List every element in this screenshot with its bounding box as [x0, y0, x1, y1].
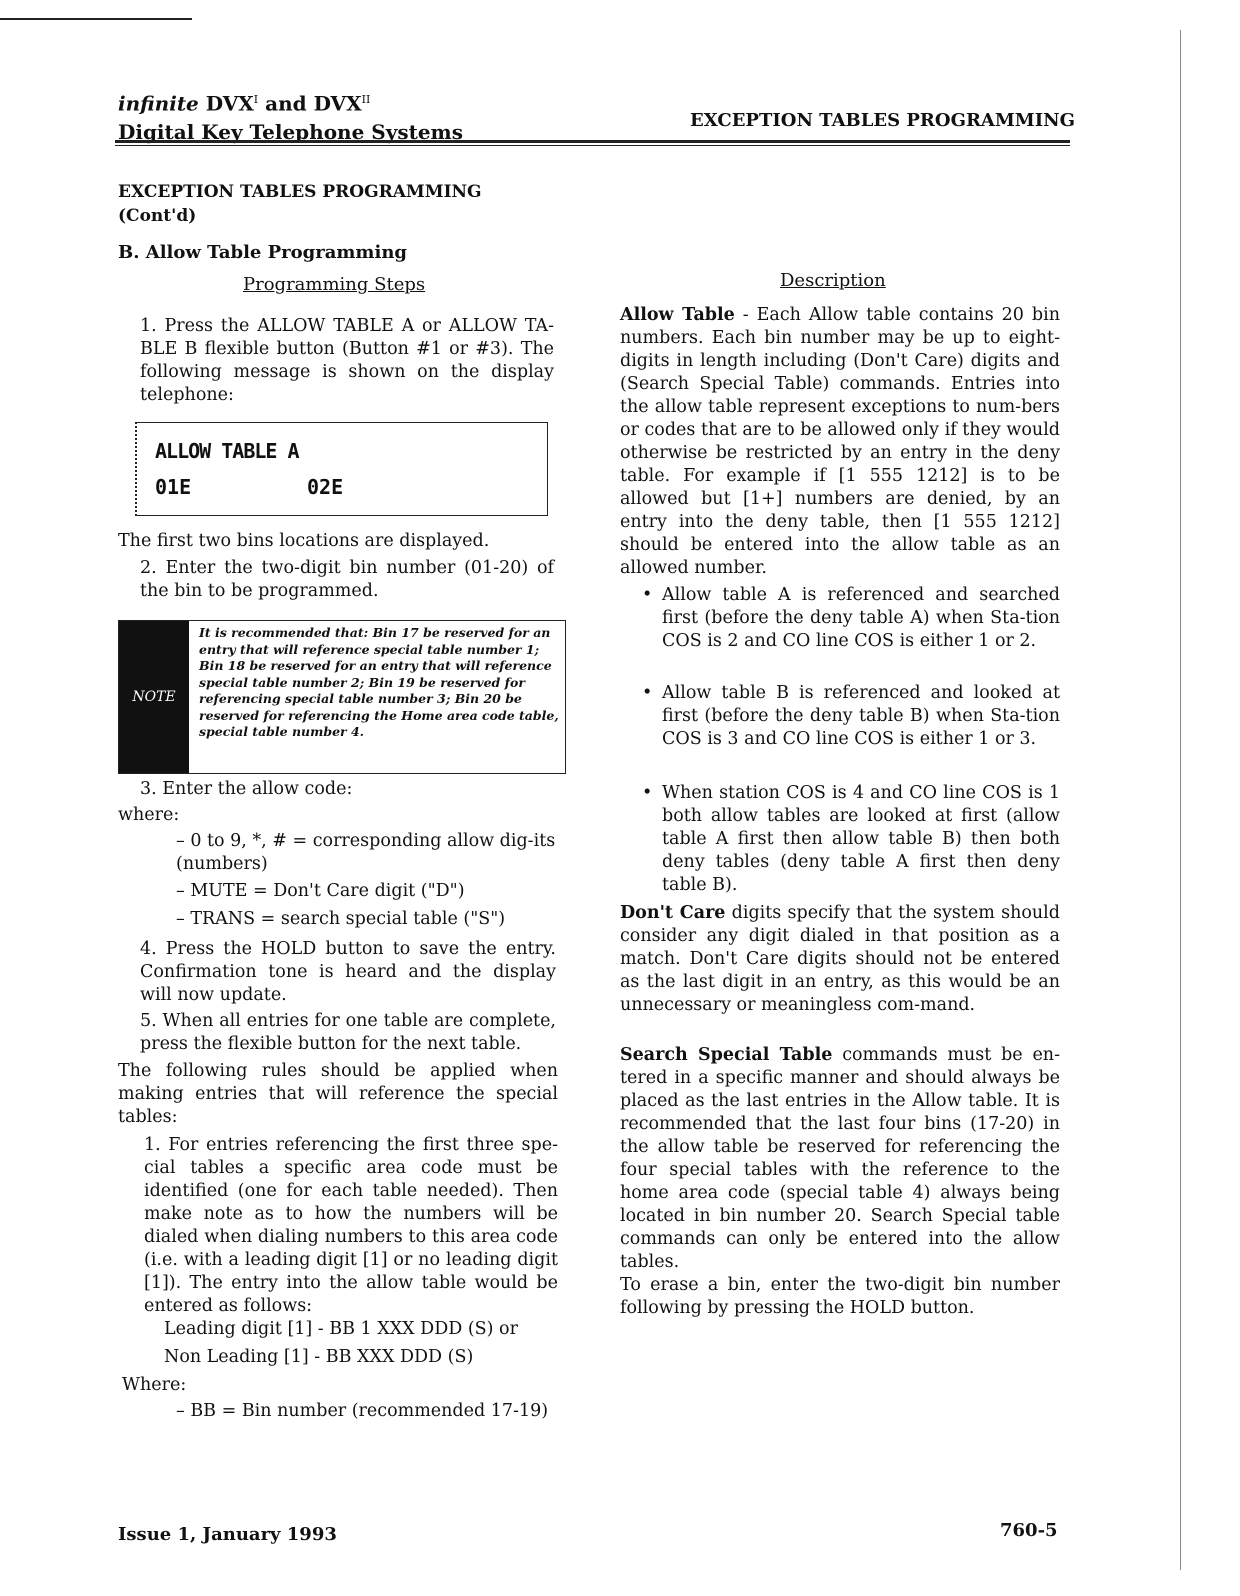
- note-box: [118, 620, 566, 774]
- footer-page-number: 760-5: [1000, 1520, 1058, 1541]
- code-item-digits: – 0 to 9, *, # = corresponding allow dig-its (numbers): [176, 831, 556, 874]
- step-1: 1. Press the ALLOW TABLE A or ALLOW TA-BLE B flexible button (Button #1 or #3). The following message is shown on the display telephone:: [140, 316, 554, 405]
- subsection-title: B. Allow Table Programming: [118, 242, 407, 263]
- brand-name: infinite: [118, 91, 199, 116]
- code-item-trans: – TRANS = search special table ("S"): [176, 909, 506, 929]
- running-header-left: infinite $DVX^I$ and $DVX^{II}$ Digital Key Telephone Systems: [118, 91, 463, 144]
- after-display-text: The first two bins locations are displayed.: [118, 531, 490, 551]
- display-line-1: ALLOW TABLE A: [155, 439, 299, 463]
- where-label: where:: [118, 805, 180, 825]
- bullet-2: • Allow table B is referenced and looked at first (before the deny table B) when Sta-tion COS is 3 and CO line COS is either 1 or 3.: [642, 683, 1060, 749]
- description-heading: Description: [780, 270, 886, 291]
- dont-care-term: Don't Care: [620, 903, 726, 923]
- binding-edge: [1180, 30, 1181, 1570]
- top-rule: [0, 18, 192, 20]
- rules-intro: The following rules should be applied when making entries that will reference the special tables:: [118, 1061, 558, 1127]
- footer-issue: Issue 1, January 1993: [118, 1524, 337, 1545]
- note-label: NOTE: [119, 621, 189, 773]
- bb-definition: – BB = Bin number (recommended 17-19): [176, 1401, 549, 1421]
- allow-table-description: Allow Table - Each Allow table contains 20 bin numbers. Each bin number may be up to eight-digits in length including (Don't Care) digits and (Search Special Table) commands. Entries into the allow table represent exceptions to num-bers or codes that are to be allowed only if they would otherwise be restricted by an entry in the deny table. For example if [1 555 1212] is to be allowed but [1+] numbers are denied, by an entry into the deny table, then [1 555 1212] should be entered into the allow table as an allowed number.: [620, 305, 1060, 578]
- programming-steps-heading: Programming Steps: [243, 274, 426, 295]
- section-title: EXCEPTION TABLES PROGRAMMING (Cont'd): [118, 182, 482, 226]
- step-3: 3. Enter the allow code:: [140, 779, 353, 799]
- rule-1-leading: Leading digit [1] - BB 1 XXX DDD (S) or: [164, 1319, 518, 1339]
- display-bin-1: 01E: [155, 475, 192, 499]
- search-special-description: Search Special Table commands must be en-tered in a specific manner and should always be placed as the last entries in the Allow table. It is recommended that the last four bins (17-20) in the allow table be reserved for referencing the four special tables with the reference to the home area code (special table 4) always being located in bin number 20. Search Special table commands can only be entered into the allow tables.: [620, 1045, 1060, 1272]
- step-4: 4. Press the HOLD button to save the entry. Confirmation tone is heard and the display will now update.: [140, 939, 556, 1005]
- erase-bin-instruction: To erase a bin, enter the two-digit bin number following by pressing the HOLD button.: [620, 1275, 1060, 1318]
- dont-care-description: Don't Care digits specify that the system should consider any digit dialed in that position as a match. Don't Care digits should not be entered as the last digit in an entry, as this would be an unnecessary or meaningless com-mand.: [620, 903, 1060, 1015]
- code-item-mute: – MUTE = Don't Care digit ("D"): [176, 881, 465, 901]
- note-text: It is recommended that: Bin 17 be reserved for an entry that will reference special table number 1; Bin 18 be reserved for an entry that will reference special table number 2; Bin 19 be reserved for referencing special table number 3; Bin 20 be reserved for referencing the Home area code table, special table number 4.: [199, 625, 559, 739]
- running-header-right: EXCEPTION TABLES PROGRAMMING: [690, 110, 1075, 131]
- where-label-2: Where:: [122, 1375, 187, 1395]
- display-bin-2: 02E: [307, 475, 344, 499]
- search-special-term: Search Special Table: [620, 1045, 833, 1065]
- step-2: 2. Enter the two-digit bin number (01-20) of the bin to be programmed.: [140, 558, 554, 601]
- rule-1: 1. For entries referencing the first three spe-cial tables a specific area code must be identified (one for each table needed). Then make note as to how the numbers will be dialed when dialing numbers to this area code (i.e. with a leading digit [1] or no leading digit [1]). The entry into the allow table would be entered as follows:: [144, 1135, 558, 1316]
- rule-1-nonleading: Non Leading [1] - BB XXX DDD (S): [164, 1347, 474, 1367]
- bullet-1: • Allow table A is referenced and searched first (before the deny table A) when Sta-tion COS is 2 and CO line COS is either 1 or 2.: [642, 585, 1060, 651]
- header-rule: [115, 140, 1070, 146]
- allow-table-term: Allow Table: [620, 305, 735, 325]
- step-5: 5. When all entries for one table are complete, press the flexible button for the next table.: [140, 1011, 556, 1054]
- display-telephone-screen: [135, 422, 548, 516]
- bullet-3: • When station COS is 4 and CO line COS is 1 both allow tables are looked at first (allow table A first then allow table B) then both deny tables (deny table A first then deny table B).: [642, 783, 1060, 895]
- header-subtitle: Digital Key Telephone Systems: [118, 119, 463, 144]
